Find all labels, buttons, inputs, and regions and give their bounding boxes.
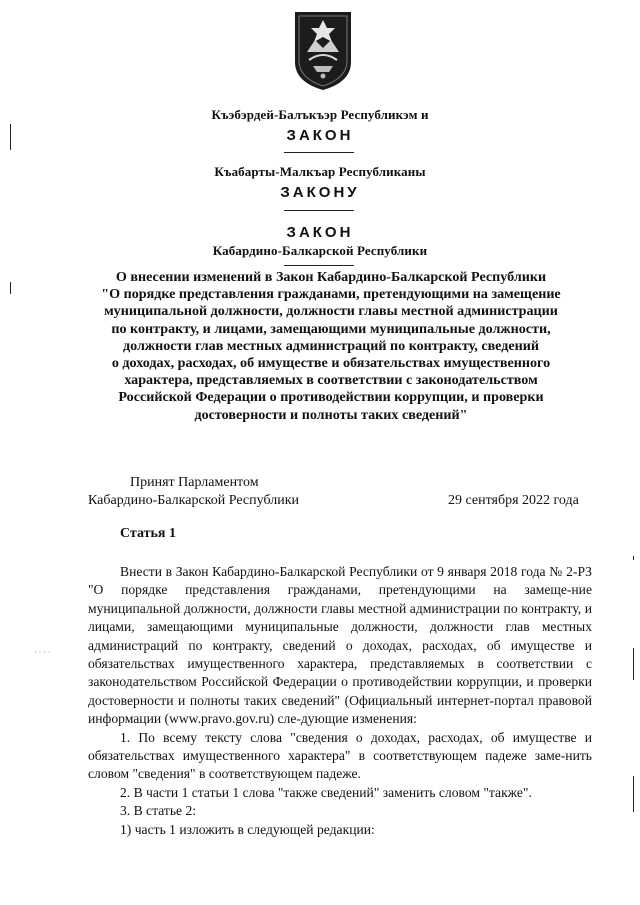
- article-heading: Статья 1: [120, 526, 176, 541]
- divider: [284, 152, 354, 153]
- title-line: О внесении изменений в Закон Кабардино-Балкарской Республики: [115, 269, 547, 285]
- divider: [284, 210, 354, 211]
- scan-speck: · · · ·: [34, 648, 51, 657]
- header-kabardian-line: Къэбэрдей-Балъкъэр Республикэм и: [211, 107, 429, 122]
- title-line: о доходах, расходах, об имуществе и обязательствах имущественного: [111, 355, 551, 372]
- article-paragraph: 1. По всему тексту слова "сведения о доходах, расходах, об имуществе и обязательствах имущественного характера" в соответствующем падеже заме-нить словом "сведения" в соответствующем падеже.: [88, 729, 592, 782]
- title-line: достоверности и полноты таких сведений": [194, 406, 468, 423]
- article-paragraph: 1) часть 1 изложить в следующей редакции:: [120, 821, 375, 837]
- adoption-line-1: Принят Парламентом: [130, 475, 259, 490]
- title-line: по контракту, и лицами, замещающими муниципальные должности,: [111, 320, 551, 337]
- scan-margin-mark: [633, 648, 634, 680]
- article-paragraph: 2. В части 1 статьи 1 слова "также сведений" заменить словом "также".: [120, 784, 532, 800]
- title-line: муниципальной должности, должности главы местной администрации: [104, 303, 558, 320]
- scan-margin-mark: [633, 776, 634, 812]
- header-balkar-line: Къабарты-Малкъар Республиканы: [214, 164, 426, 179]
- divider: [284, 265, 354, 266]
- scan-margin-mark: [10, 124, 11, 150]
- adoption-date: 29 сентября 2022 года: [448, 493, 579, 508]
- header-balkar-law: ЗАКОНУ: [280, 184, 360, 201]
- article-paragraph: Внести в Закон Кабардино-Балкарской Республики от 9 января 2018 года № 2-РЗ "О порядке представления гражданами, претендующими на замеще-ние муниципальной должности, должности главы местной администрации по контракту, и лицами, замещающими муниципальные должности, должности глав местных администраций по контракту, сведений о доходах, расходах, об имуществе и обязательствах имущественного характера, представляемых в соответствии с законодательством Российской Федерации о противодействии коррупции, и проверки достоверности и полноты таких сведений" (Официальный интернет-портал правовой информации (www.pravo.gov.ru) сле-дующие изменения:: [88, 564, 592, 727]
- scan-margin-mark: [10, 282, 11, 294]
- title-line: "О порядке представления гражданами, претендующими на замещение: [101, 286, 561, 303]
- header-russian-law: ЗАКОН: [286, 224, 354, 241]
- title-line: должности глав местных администраций по контракту, сведений: [122, 337, 540, 354]
- coat-of-arms-emblem: [291, 6, 355, 92]
- header-russian-line: Кабардино-Балкарской Республики: [212, 243, 428, 258]
- adoption-line-2: Кабардино-Балкарской Республики: [88, 493, 299, 508]
- article-paragraph: 3. В статье 2:: [120, 803, 197, 819]
- article-body: [88, 563, 592, 839]
- title-line: характера, представляемых в соответствии с законодательством: [124, 372, 538, 389]
- header-kabardian-law: ЗАКОН: [286, 127, 354, 144]
- scan-margin-mark: [633, 556, 634, 560]
- law-title: [92, 269, 570, 424]
- title-line: Российской Федерации о противодействии коррупции, и проверки: [118, 389, 544, 406]
